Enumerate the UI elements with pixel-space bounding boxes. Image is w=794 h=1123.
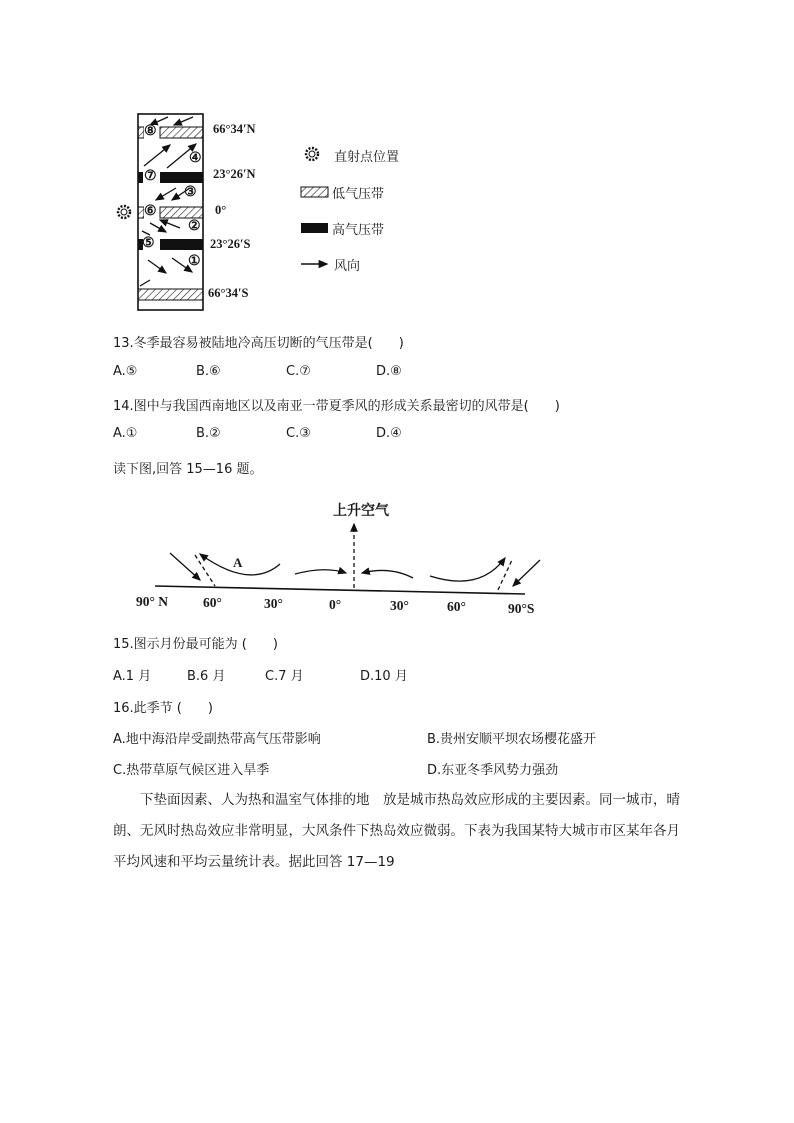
band-number-5: ⑤ <box>142 236 155 251</box>
q13-option-a: A.⑤ <box>113 364 138 379</box>
wind-arrow <box>142 231 150 235</box>
wind-direction-legend-icon <box>300 258 332 270</box>
low-pressure-band-6 <box>160 207 203 218</box>
question-15-stem: 15.图示月份最可能为 ( ) <box>113 637 278 652</box>
q14-option-a: A.① <box>113 426 138 441</box>
legend-wind-label: 风向 <box>334 259 361 274</box>
band-number-7: ⑦ <box>144 169 157 184</box>
lat-label-23s: 23°26′S <box>210 237 251 251</box>
low-pressure-band-bottom <box>138 289 203 300</box>
passage-17-19 <box>113 785 693 878</box>
surface-line <box>155 586 525 594</box>
wind-arrow <box>144 145 170 166</box>
q16-option-d: D.东亚冬季风势力强劲 <box>427 763 559 778</box>
wind-arrow <box>174 117 193 125</box>
tick-60n: 60° <box>203 595 222 610</box>
high-pressure-band-5 <box>160 239 203 250</box>
lat-label-23n: 23°26′N <box>213 167 256 181</box>
wind-number-4: ④ <box>189 151 202 166</box>
question-13-stem: 13.冬季最容易被陆地冷高压切断的气压带是( ) <box>113 336 404 351</box>
figure2-label-a: A <box>233 555 243 570</box>
wind-arrow <box>295 570 346 574</box>
lat-label-66n: 66°34′N <box>213 122 256 136</box>
tick-90n: 90° N <box>136 594 169 609</box>
q16-option-a: A.地中海沿岸受副热带高气压带影响 <box>113 732 321 747</box>
wind-arrow <box>150 223 166 232</box>
q15-option-d: D.10 月 <box>360 669 408 684</box>
band-number-6: ⑥ <box>144 204 157 219</box>
q13-option-d: D.⑧ <box>376 364 402 379</box>
q16-option-b: B.贵州安顺平坝农场樱花盛开 <box>427 732 597 747</box>
wind-number-3: ③ <box>184 185 197 200</box>
wind-arrow <box>140 280 150 286</box>
wind-number-1: ① <box>188 254 201 269</box>
wind-arrow <box>430 558 505 581</box>
high-pressure-legend-icon <box>300 222 330 234</box>
subsolar-legend-icon <box>303 144 323 164</box>
wind-arrow <box>362 570 413 578</box>
q13-option-b: B.⑥ <box>196 364 221 379</box>
q15-option-a: A.1 月 <box>113 669 152 684</box>
tick-90s: 90°S <box>508 601 535 616</box>
passage-text: 下垫面因素、人为热和温室气体排的地 放是城市热岛效应形成的主要因素。同一城市，晴朗、无风时热岛效应非常明显，大风条件下热岛效应微弱。下表为我国某特大城市市区某年各月平均风速和平均云量统计表。据此回答 17—19 <box>113 792 680 870</box>
q13-option-c: C.⑦ <box>286 364 311 379</box>
q14-option-c: C.③ <box>286 426 311 441</box>
wind-arrow <box>170 553 200 580</box>
question-16-stem: 16.此季节 ( ) <box>113 701 213 716</box>
q14-option-d: D.④ <box>376 426 402 441</box>
lat-label-equator: 0° <box>215 203 227 217</box>
wind-circulation-diagram <box>130 498 560 624</box>
legend-low-label: 低气压带 <box>332 187 385 202</box>
intro-15-16: 读下图,回答 15—16 题。 <box>113 462 263 477</box>
legend-subsolar-label: 直射点位置 <box>334 150 400 165</box>
wind-arrow <box>160 220 180 228</box>
figure2-title: 上升空气 <box>333 504 389 519</box>
tick-60s: 60° <box>447 599 466 614</box>
low-pressure-band-8 <box>160 127 203 138</box>
wind-number-2: ② <box>188 219 201 234</box>
tick-30n: 30° <box>264 596 283 611</box>
q15-option-b: B.6 月 <box>187 669 226 684</box>
q16-option-c: C.热带草原气候区进入旱季 <box>113 763 270 778</box>
band-number-8: ⑧ <box>144 124 157 139</box>
legend-high-label: 高气压带 <box>332 223 385 238</box>
q14-option-b: B.② <box>196 426 221 441</box>
tick-30s: 30° <box>390 598 409 613</box>
high-pressure-band-7 <box>160 172 203 183</box>
figure1-legend <box>300 144 440 274</box>
question-14-stem: 14.图中与我国西南地区以及南亚一带夏季风的形成关系最密切的风带是( ) <box>113 399 560 414</box>
q15-option-c: C.7 月 <box>265 669 304 684</box>
tick-0: 0° <box>329 597 342 612</box>
low-pressure-legend-icon <box>300 186 330 198</box>
wind-arrow <box>156 188 176 200</box>
wind-arrow <box>513 560 540 586</box>
subsolar-point-icon <box>118 206 130 218</box>
left-front-line <box>195 555 215 586</box>
lat-label-66s: 66°34′S <box>208 286 249 300</box>
wind-arrow <box>148 260 166 273</box>
